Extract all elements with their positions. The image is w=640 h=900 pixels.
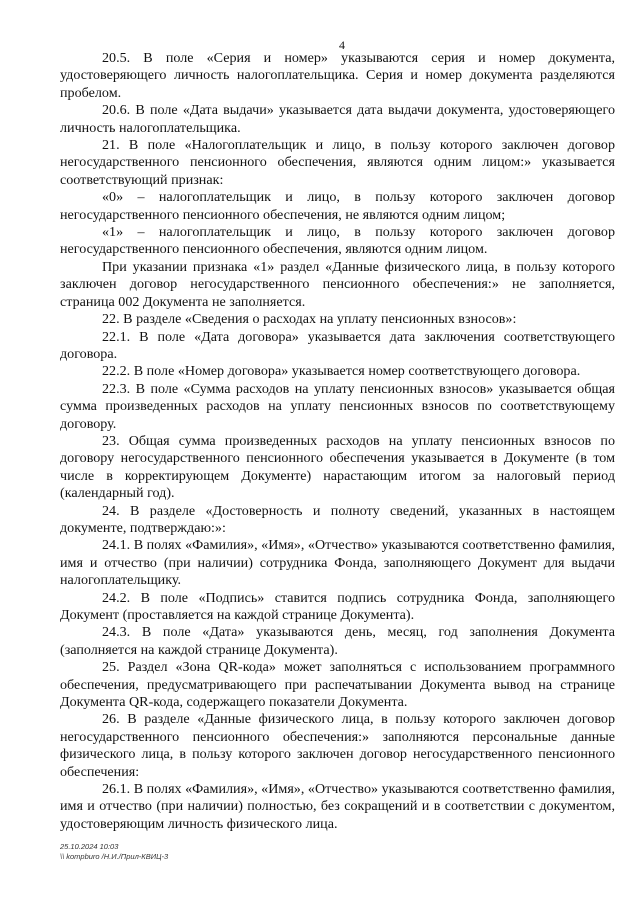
paragraph-23: 23. Общая сумма произведенных расходов на уплату пенсионных взносов по договору негосударственного пенсионного обеспечения указывается в Документе (в том числе в корректирующем Документе) нарастающим итогом за налоговый период (календарный год). <box>60 432 615 502</box>
paragraph-24-1: 24.1. В полях «Фамилия», «Имя», «Отчество» указываются соответственно фамилия, имя и отчество (при наличии) сотрудника Фонда, заполняющего Документ для выдачи налогоплательщику. <box>60 537 616 589</box>
paragraph-21-option-0: «0» – налогоплательщик и лицо, в пользу которого заключен договор негосударственного пенсионного обеспечения, не являются одним лицом; <box>60 189 615 223</box>
paragraph-21-option-1: «1» – налогоплательщик и лицо, в пользу которого заключен договор негосударственного пенсионного обеспечения, являются одним лицом. <box>60 224 615 258</box>
paragraph-21: 21. В поле «Налогоплательщик и лицо, в пользу которого заключен договор негосударственного пенсионного обеспечения, являются одним лицом:» указывается соответствующий признак: <box>60 137 615 188</box>
paragraph-26: 26. В разделе «Данные физического лица, в пользу которого заключен договор негосударственного пенсионного обеспечения:» заполняются персональные данные физического лица, в пользу которого заключен договор негосударственного пенсионного обеспечения: <box>60 711 615 780</box>
footer <box>60 842 168 862</box>
page-number: 4 <box>339 38 345 52</box>
document-body <box>60 50 615 833</box>
paragraph-24: 24. В разделе «Достоверность и полноту сведений, указанных в настоящем документе, подтверждаю:»: <box>60 502 615 536</box>
paragraph-24-3: 24.3. В поле «Дата» указываются день, месяц, год заполнения Документа (заполняется на каждой странице Документа). <box>60 624 615 658</box>
paragraph-20-6: 20.6. В поле «Дата выдачи» указывается дата выдачи документа, удостоверяющего личность налогоплательщика. <box>60 102 615 136</box>
paragraph-22: 22. В разделе «Сведения о расходах на уплату пенсионных взносов»: <box>102 311 517 328</box>
paragraph-24-2: 24.2. В поле «Подпись» ставится подпись сотрудника Фонда, заполняющего Документ (проставляется на каждой странице Документа). <box>60 589 615 623</box>
paragraph-22-3: 22.3. В поле «Сумма расходов на уплату пенсионных взносов» указывается общая сумма произведенных расходов на уплату пенсионных взносов по соответствующему договору. <box>60 380 615 432</box>
paragraph-21-note: При указании признака «1» раздел «Данные физического лица, в пользу которого заключен договор негосударственного пенсионного обеспечения:» не заполняется, страница 002 Документа не заполняется. <box>60 258 615 310</box>
paragraph-22-2: 22.2. В поле «Номер договора» указывается номер соответствующего договора. <box>102 363 581 380</box>
paragraph-26-1: 26.1. В полях «Фамилия», «Имя», «Отчество» указываются соответственно фамилия, имя и отчество (при наличии) полностью, без сокращений и в соответствии с документом, удостоверяющим личность физического лица. <box>60 781 616 832</box>
paragraph-22-1: 22.1. В поле «Дата договора» указывается дата заключения соответствующего договора. <box>60 328 615 362</box>
paragraph-20-5: 20.5. В поле «Серия и номер» указываются серия и номер документа, удостоверяющего личность налогоплательщика. Серия и номер документа разделяются пробелом. <box>60 50 615 101</box>
footer-file-reference: \\ kompburo /Н.И./Прил-КВИЦ-3 <box>60 852 169 861</box>
footer-timestamp: 25.10.2024 10:03 <box>60 842 119 851</box>
paragraph-25: 25. Раздел «Зона QR-кода» может заполняться с использованием программного обеспечения, предусматривающего при распечатывании Документа вывод на странице Документа QR-кода, содержащего показатели Документа. <box>60 659 615 711</box>
